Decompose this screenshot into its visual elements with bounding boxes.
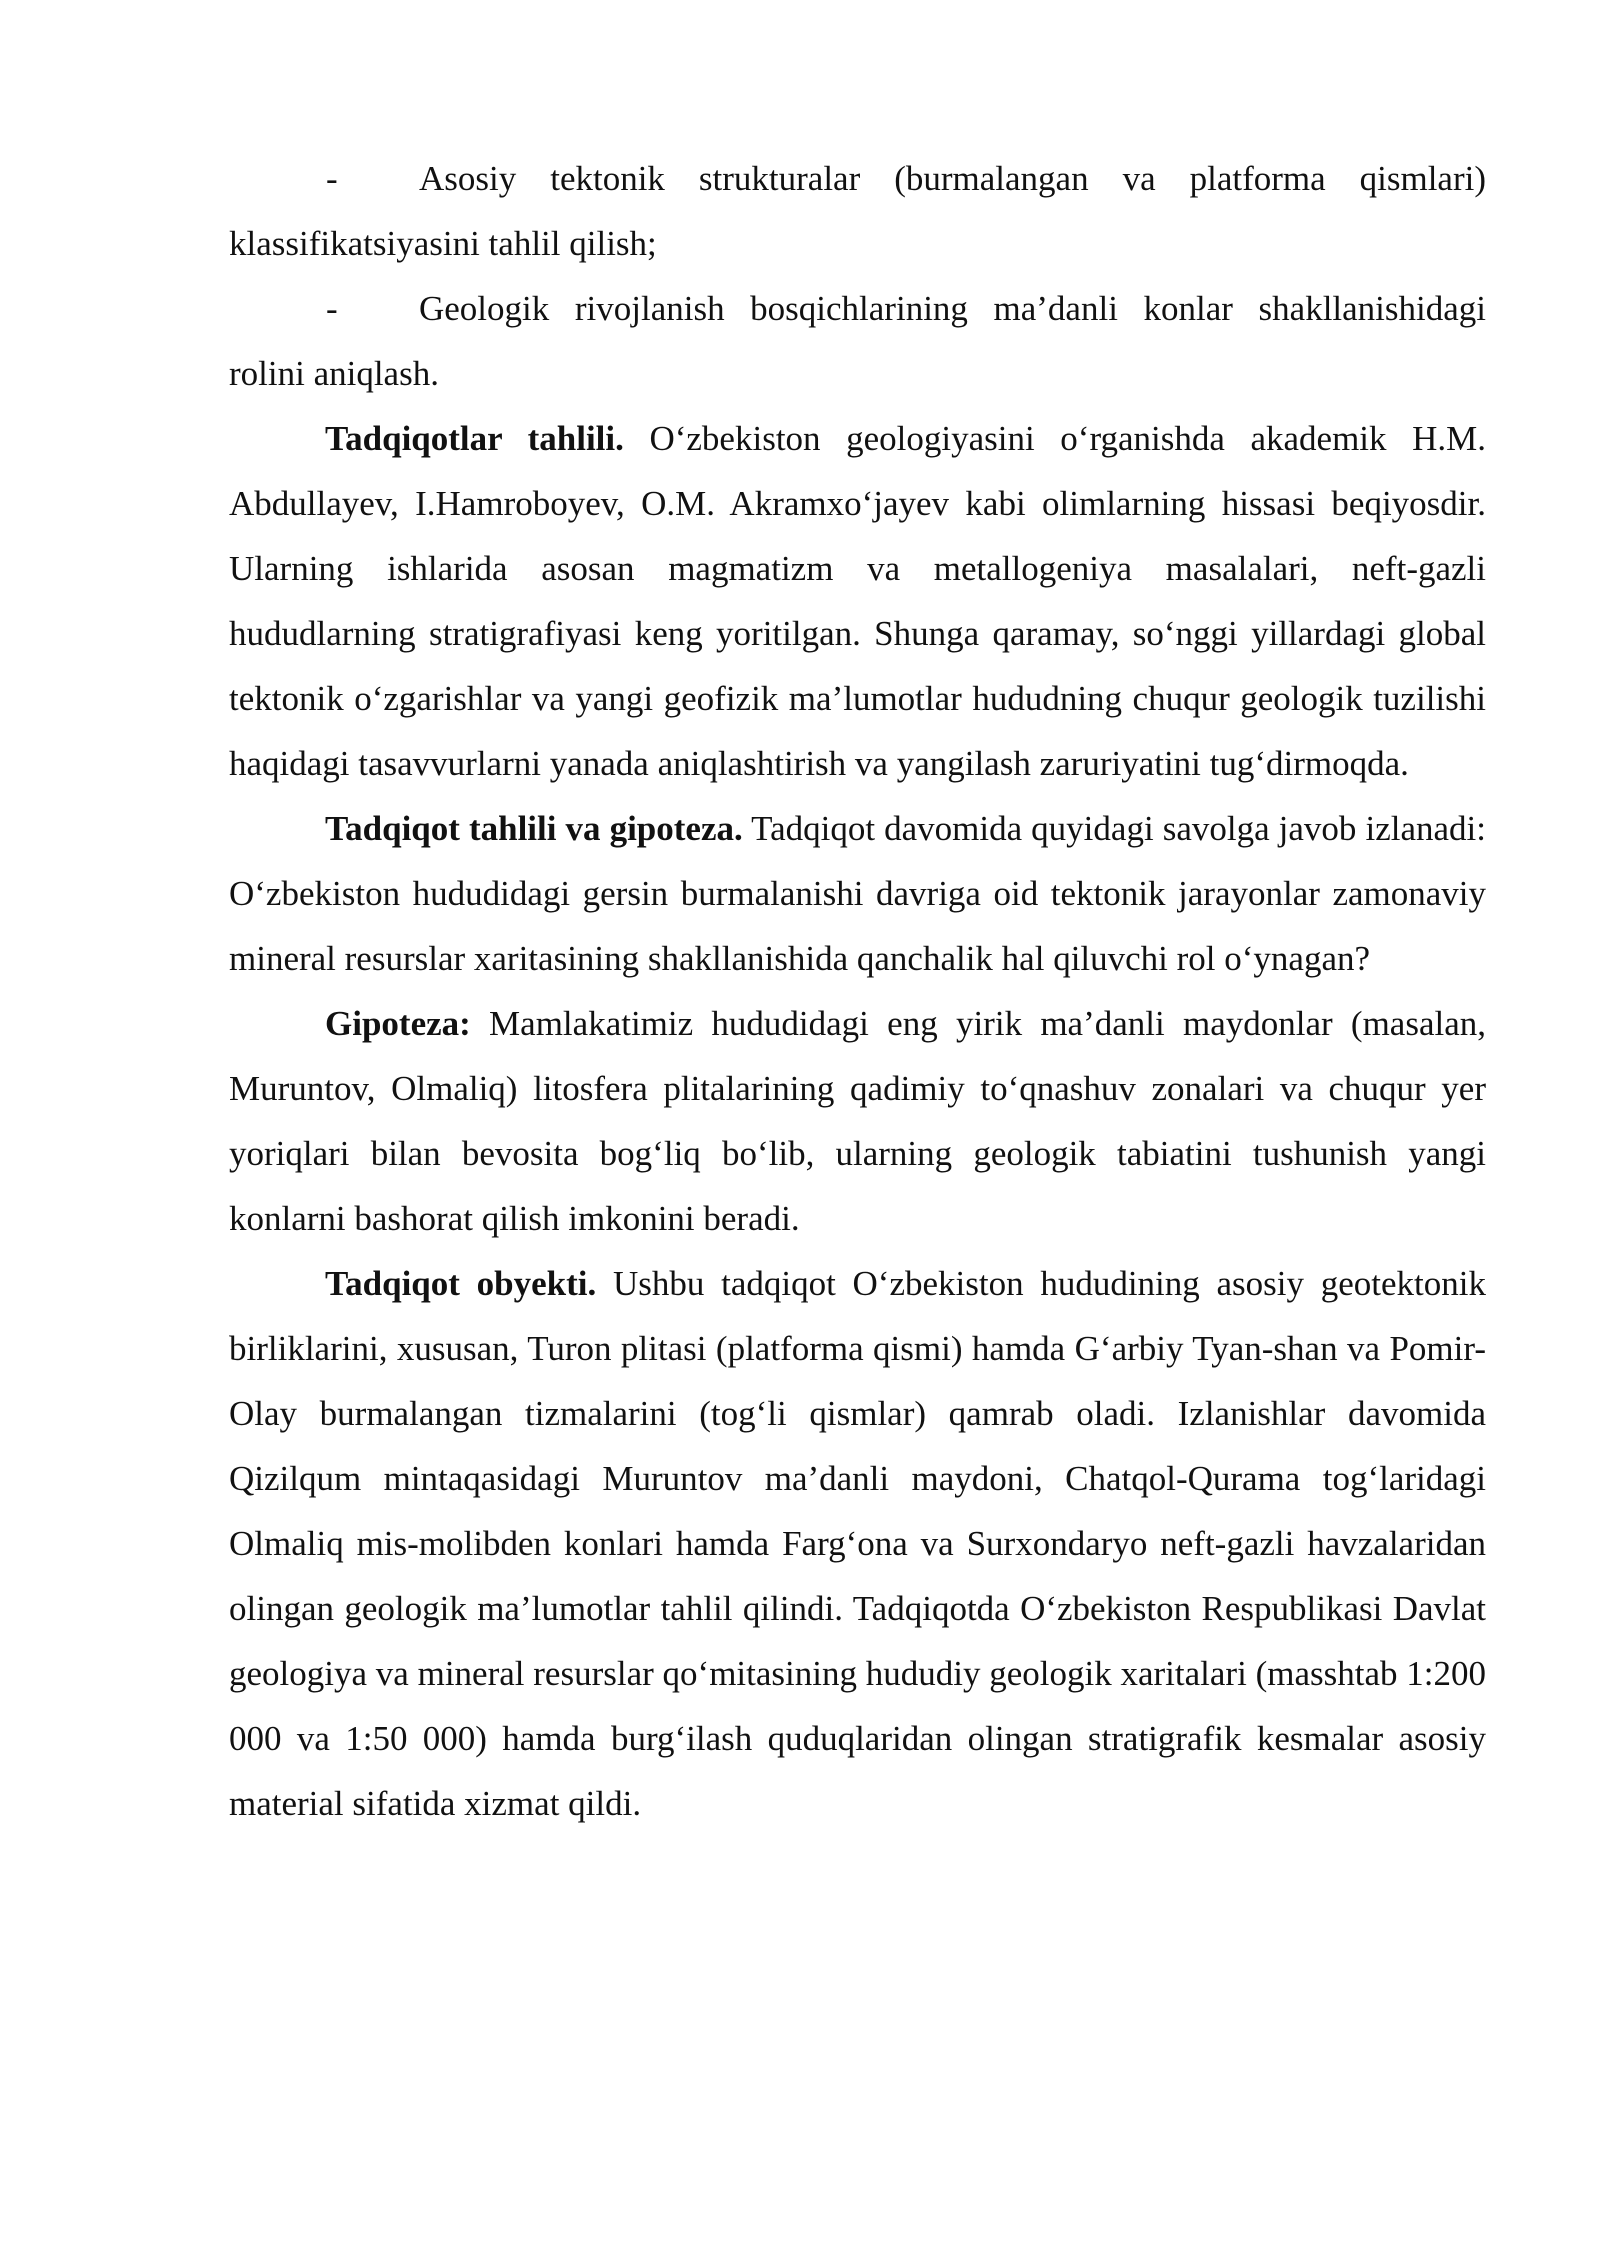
list-item-continuation: rolini aniqlash. — [229, 354, 439, 393]
list-item — [229, 276, 1486, 406]
list-item-continuation: klassifikatsiyasini tahlil qilish; — [229, 224, 657, 263]
paragraph-text: O‘zbekiston geologiyasini o‘rganishda akademik H.M. Abdullayev, I.Hamroboyev, O.M. Akramxo‘jayev kabi olimlarning hissasi beqiyosdir. Ularning ishlarida asosan magmatizm va metallogeniya masalalari, neft-gazli hududlarning stratigrafiyasi keng yoritilgan. Shunga qaramay, so‘nggi yillardagi global tektonik o‘zgarishlar va yangi geofizik ma’lumotlar hududning chuqur geologik tuzilishi haqidagi tasavvurlarni yanada aniqlashtirish va yangilash zaruriyatini tug‘dirmoqda. — [229, 419, 1486, 783]
paragraph-research-analysis — [229, 406, 1486, 796]
document-body — [229, 146, 1486, 1836]
list-item-text: Geologik rivojlanish bosqichlarining ma’danli konlar shakllanishidagi — [419, 289, 1486, 328]
paragraph-text: Mamlakatimiz hududidagi eng yirik ma’danli maydonlar (masalan, Muruntov, Olmaliq) litosfera plitalarining qadimiy to‘qnashuv zonalari va chuqur yer yoriqlari bilan bevosita bog‘liq bo‘lib, ularning geologik tabiatini tushunish yangi konlarni bashorat qilish imkonini beradi. — [229, 1004, 1486, 1238]
list-marker: - — [326, 289, 338, 328]
list-item-first-line — [229, 146, 1486, 211]
list-item-text: Asosiy tektonik strukturalar (burmalangan va platforma qismlari) — [419, 159, 1486, 198]
list-item-first-line — [229, 276, 1486, 341]
paragraph-text: Tadqiqot davomida quyidagi savolga javob izlanadi: O‘zbekiston hududidagi gersin burmalanishi davriga oid tektonik jarayonlar zamonaviy mineral resurslar xaritasining shakllanishida qanchalik hal qiluvchi rol o‘ynagan? — [229, 809, 1486, 978]
paragraph-heading: Tadqiqot tahlili va gipoteza. — [325, 809, 743, 848]
paragraph-heading: Tadqiqotlar tahlili. — [325, 419, 624, 458]
paragraph-hypothesis — [229, 991, 1486, 1251]
list-marker: - — [326, 159, 338, 198]
paragraph-text: Ushbu tadqiqot O‘zbekiston hududining asosiy geotektonik birliklarini, xususan, Turon plitasi (platforma qismi) hamda G‘arbiy Tyan-shan va Pomir-Olay burmalangan tizmalarini (tog‘li qismlar) qamrab oladi. Izlanishlar davomida Qizilqum mintaqasidagi Muruntov ma’danli maydoni, Chatqol-Qurama tog‘laridagi Olmaliq mis-molibden konlari hamda Farg‘ona va Surxondaryo neft-gazli havzalaridan olingan geologik ma’lumotlar tahlil qilindi. Tadqiqotda O‘zbekiston Respublikasi Davlat geologiya va mineral resurslar qo‘mitasining hududiy geologik xaritalari (masshtab 1:200 000 va 1:50 000) hamda burg‘ilash quduqlaridan olingan stratigrafik kesmalar asosiy material sifatida xizmat qildi. — [229, 1264, 1486, 1823]
paragraph-heading: Tadqiqot obyekti. — [325, 1264, 597, 1303]
list-item — [229, 146, 1486, 276]
paragraph-heading: Gipoteza: — [325, 1004, 471, 1043]
paragraph-research-hypothesis — [229, 796, 1486, 991]
paragraph-research-object — [229, 1251, 1486, 1836]
